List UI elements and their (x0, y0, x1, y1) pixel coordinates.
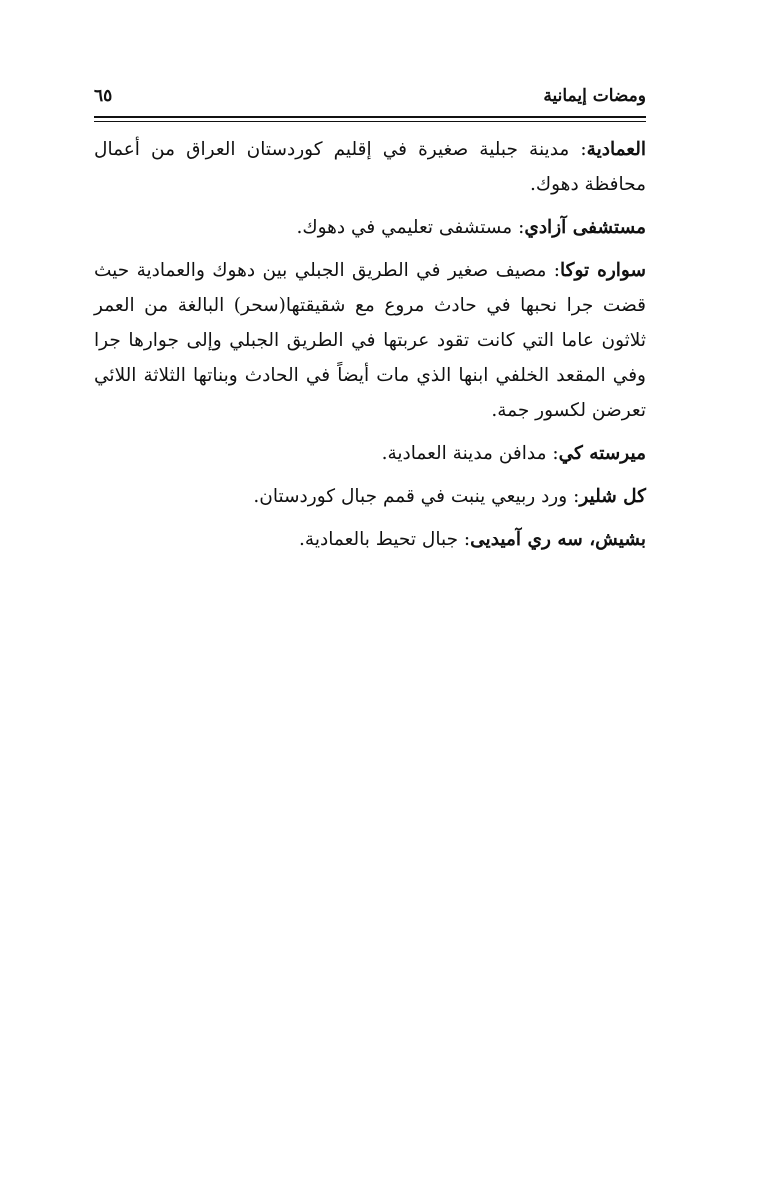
glossary-entry: كل شلير: ورد ربيعي ينبت في قمم جبال كوردستان. (253, 486, 646, 507)
entry-term: سواره توكا (560, 260, 646, 281)
entry-term: بشيش، سه ري آميديى (470, 529, 646, 550)
entry-term: العمادية (586, 139, 646, 160)
entry-term: كل شلير (579, 486, 646, 507)
entry-definition: مدافن مدينة العمادية. (381, 443, 547, 464)
running-header (94, 84, 646, 114)
glossary-entry: ميرسته كي: مدافن مدينة العمادية. (381, 443, 646, 464)
glossary-entry: مستشفى آزادي: مستشفى تعليمي في دهوك. (296, 217, 646, 238)
entry-definition: جبال تحيط بالعمادية. (299, 529, 459, 550)
entry-definition: مستشفى تعليمي في دهوك. (296, 217, 513, 238)
running-title: ومضات إيمانية (543, 86, 646, 106)
entry-definition: ورد ربيعي ينبت في قمم جبال كوردستان. (253, 486, 568, 507)
page-number: ٦٥ (94, 86, 113, 106)
glossary-entry: سواره توكا: مصيف صغير في الطريق الجبلي بين دهوك والعمادية حيث قضت جرا نحبها في حادث مروع مع شقيقتها(سحر) البالغة من العمر ثلاثون عاما التي كانت تقود عربتها في الطريق الجبلي وإلى جوارها جرا وفي المقعد الخلفي ابنها الذي مات أيضاً في الحادث وبناتها الثلاثة اللائي تعرضن لكسور جمة. (94, 260, 646, 421)
header-rule (94, 116, 646, 118)
entry-term: مستشفى آزادي (524, 217, 646, 238)
entry-term: ميرسته كي (558, 443, 646, 464)
entry-definition: مصيف صغير في الطريق الجبلي بين دهوك والعمادية حيث قضت جرا نحبها في حادث مروع مع شقيقتها(سحر) البالغة من العمر ثلاثون عاما التي كانت تقود عربتها في الطريق الجبلي وإلى جوارها جرا وفي المقعد الخلفي ابنها الذي مات أيضاً في الحادث وبناتها الثلاثة اللائي تعرضن لكسور جمة. (94, 260, 646, 421)
entry-definition: مدينة جبلية صغيرة في إقليم كوردستان العراق من أعمال محافظة دهوك. (94, 139, 646, 195)
header-rule-thin (94, 121, 646, 122)
glossary-entry: بشيش، سه ري آميديى: جبال تحيط بالعمادية. (299, 529, 646, 550)
glossary-entry: العمادية: مدينة جبلية صغيرة في إقليم كوردستان العراق من أعمال محافظة دهوك. (94, 139, 646, 195)
glossary-body (94, 132, 646, 565)
